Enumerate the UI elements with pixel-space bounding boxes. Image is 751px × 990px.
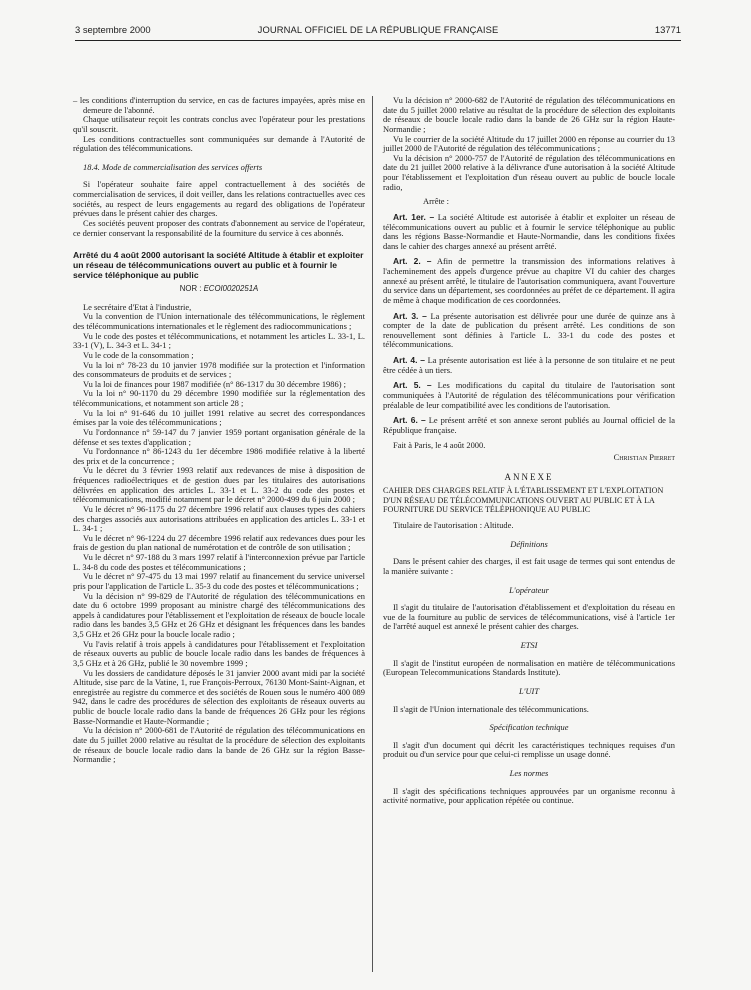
- column-divider: [372, 96, 373, 972]
- article-paragraph: [383, 213, 675, 252]
- article-paragraph: [383, 312, 675, 351]
- article-text: La présente autorisation est liée à la personne de son titulaire et ne peut être cédée à un tiers.: [383, 355, 676, 375]
- nor-label: NOR :: [179, 284, 202, 294]
- term-definition: Il s'agit de l'Union internationale des télécommunications.: [393, 703, 589, 714]
- header-title: JOURNAL OFFICIEL DE LA RÉPUBLIQUE FRANÇAISE: [257, 24, 499, 35]
- term-heading: L'opérateur: [509, 584, 549, 595]
- visa-paragraph: Vu le décret n° 97-188 du 3 mars 1997 relatif à l'interconnexion prévue par l'article L. 34-8 du code des postes et télécommunications ;: [73, 552, 365, 572]
- term-heading: Les normes: [509, 768, 549, 779]
- visa-paragraph: Vu le décret n° 96-1175 du 27 décembre 1996 relatif aux clauses types des cahiers des charges associés aux autorisations attribuées en application des articles L. 33-1 et L. 34-1 ;: [73, 503, 365, 534]
- article-label: Art. 6. –: [393, 415, 426, 426]
- definitions-intro: Dans le présent cahier des charges, il est fait usage de termes qui sont entendus de la manière suivante :: [383, 556, 675, 576]
- visa-paragraph: Vu le courrier de la société Altitude du 17 juillet 2000 en réponse au courrier du 13 juillet 2000 de l'Autorité de régulation des télécommunications ;: [383, 133, 675, 154]
- nor-code: ECOI0020251A: [203, 284, 259, 294]
- visa-paragraph: Vu le code des postes et télécommunications, et notamment les articles L. 33-1, L. 33-1 (V), L. 34-3 et L. 34-1 ;: [73, 330, 365, 351]
- arrete-keyword: Arrête :: [423, 196, 450, 207]
- article-text: La présente autorisation est délivrée pour une durée de quinze ans à compter de la date de publication du présent arrêté. Les conditions de son renouvellement sont définies à l'article L. 33-1 du code des postes et télécommunications.: [383, 310, 675, 350]
- visa-paragraph: Vu la décision n° 2000-682 de l'Autorité de régulation des télécommunications en date du 5 juillet 2000 relative au résultat de la procédure de sélection des exploitants de réseaux de boucle locale radio dans la bande de 26 GHz sur la région Haute-Normandie ;: [383, 95, 675, 134]
- definitions-heading: Définitions: [510, 538, 548, 549]
- article-paragraph: [383, 416, 675, 435]
- article-paragraph: [383, 381, 675, 410]
- term-definition: Il s'agit du titulaire de l'autorisation d'établissement et d'exploitation du réseau en vue de la fourniture au public de services de télécommunications, visé à l'article 1er de l'arrêté auquel est annexé le présent cahier des charges.: [383, 602, 675, 632]
- visa-paragraph: Vu la décision n° 99-829 de l'Autorité de régulation des télécommunications en date du 6 octobre 1999 proposant au ministre chargé des télécommunications des appels à candidatures pour l'établissement et l'exploitation de réseaux de boucle locale radio dans les bandes 3,5 GHz et 26 GHz et désignant les fréquences dans les bandes 3,5 GHz et 26 GHz pour la boucle locale radio ;: [73, 590, 365, 639]
- intro-bullet: – les conditions d'interruption du service, en cas de factures impayées, après mise en demeure de l'abonné.: [73, 95, 365, 115]
- fait-line: Fait à Paris, le 4 août 2000.: [393, 440, 486, 451]
- intro-paragraph: Chaque utilisateur reçoit les contrats conclus avec l'opérateur pour les prestations qu'il souscrit.: [73, 114, 365, 134]
- term-heading: L'UIT: [518, 685, 540, 696]
- article-label: Art. 2. –: [393, 256, 432, 267]
- article-paragraph: [383, 356, 675, 375]
- visa-paragraph: Vu le décret du 3 février 1993 relatif aux redevances de mise à disposition de fréquences radioélectriques et de gestion dues par les titulaires des autorisations délivrées en application des articles L. 33-1 et L. 33-2 du code des postes et télécommunications, modifié notamment par le décret n° 2000-499 du 6 juin 2000 ;: [73, 465, 365, 505]
- term-definition: Il s'agit des spécifications techniques approuvées par un organisme reconnu à activité normative, pour application répétée ou continue.: [383, 785, 675, 806]
- visa-paragraph: Vu la décision n° 2000-757 de l'Autorité de régulation des télécommunications en date du 21 juillet 2000 relative à la délivrance d'une autorisation à la société Altitude pour l'établissement et l'exploitation d'un réseau ouvert au public de boucle locale radio,: [383, 152, 675, 192]
- nor-reference: [73, 284, 365, 294]
- article-text: Le présent arrêté et son annexe seront publiés au Journal officiel de la République française.: [383, 415, 675, 435]
- visa-paragraph: Vu le code de la consommation ;: [83, 349, 194, 360]
- section-paragraph: Si l'opérateur souhaite faire appel contractuellement à des sociétés de commercialisation de services, il doit veiller, dans les relations contractuelles avec ces sociétés, au respect de leurs engagements au regard des obligations de l'opérateur prévues dans le présent cahier des charges.: [73, 179, 365, 219]
- page-header: [75, 22, 681, 41]
- article-text: Les modifications du capital du titulaire de l'autorisation sont communiquées à l'Autorité de régulation des télécommunications pour vérification préalable de leur compatibilité avec les conditions de l'autorisation.: [383, 380, 676, 410]
- header-date: 3 septembre 2000: [75, 24, 151, 35]
- article-text: La société Altitude est autorisée à établir et exploiter un réseau de télécommunications ouvert au public et à fournir le service téléphonique au public dans les régions Basse-Normandie et Haute-Normandie, dans les conditions fixées dans le cahier des charges annexé au présent arrêté.: [383, 211, 676, 251]
- left-column: [73, 96, 365, 765]
- article-label: Art. 1er. –: [393, 211, 435, 222]
- visa-paragraph: Vu l'ordonnance n° 59-147 du 7 janvier 1959 portant organisation générale de la défense et ses textes d'application ;: [73, 426, 365, 447]
- visa-paragraph: Vu la loi n° 91-646 du 10 juillet 1991 relative au secret des correspondances émises par la voie des télécommunications ;: [73, 407, 365, 428]
- section-heading: 18.4. Mode de commercialisation des services offerts: [83, 161, 263, 172]
- article-label: Art. 4. –: [393, 355, 425, 365]
- visa-paragraph: Le secrétaire d'Etat à l'industrie,: [83, 301, 192, 312]
- right-column: [383, 96, 675, 806]
- article-text: Afin de permettre la transmission des informations relatives à l'acheminement des appels d'urgence prévue au chapitre VI du cahier des charges annexé au présent arrêté, le titulaire de l'autorisation communiquera, avant l'ouverture du service dans un département, ses coordonnées au préfet de ce département. Il agira de même à chaque modification de ces coordonnées.: [383, 256, 675, 305]
- visa-paragraph: Vu la convention de l'Union internationale des télécommunications, le règlement des télécommunications internationales et le règlement des radiocommunications ;: [73, 311, 365, 331]
- titulaire-line: Titulaire de l'autorisation : Altitude.: [393, 520, 514, 531]
- article-label: Art. 3. –: [393, 310, 427, 321]
- article-label: Art. 5. –: [393, 380, 432, 391]
- visa-paragraph: Vu le décret n° 96-1224 du 27 décembre 1996 relatif aux redevances dues pour les frais de gestion du plan national de numérotation et de contrôle de son utilisation ;: [73, 532, 365, 553]
- cahier-title: CAHIER DES CHARGES RELATIF À L'ÉTABLISSEMENT ET L'EXPLOITATION D'UN RÉSEAU DE TÉLÉCOMMUNICATIONS OUVERT AU PUBLIC ET À LA FOURNITURE DU SERVICE TÉLÉPHONIQUE AU PUBLIC: [383, 486, 664, 515]
- term-definition: Il s'agit d'un document qui décrit les caractéristiques techniques requises d'un produit ou d'un service pour que celui-ci remplisse un usage donné.: [383, 739, 675, 760]
- annexe-title: ANNEXE: [504, 471, 554, 482]
- visa-paragraph: Vu l'avis relatif à trois appels à candidatures pour l'établissement et l'exploitation de réseaux ouverts au public de boucle locale radio dans les bandes de fréquences à 3,5 GHz et à 26 GHz, publié le 30 novembre 1999 ;: [73, 638, 365, 668]
- header-page-number: 13771: [654, 24, 681, 35]
- visa-paragraph: Vu la loi de finances pour 1987 modifiée (n° 86-1317 du 30 décembre 1986) ;: [83, 378, 346, 389]
- signature: Christian Pierret: [613, 452, 675, 462]
- visa-paragraph: Vu la loi n° 78-23 du 10 janvier 1978 modifiée sur la protection et l'information des consommateurs de produits et de services ;: [73, 359, 365, 380]
- term-heading: Spécification technique: [489, 722, 569, 733]
- article-paragraph: [383, 257, 675, 305]
- visa-paragraph: Vu la loi n° 90-1170 du 29 décembre 1990 modifiée sur la réglementation des télécommunications, et notamment son article 28 ;: [73, 388, 365, 408]
- visa-paragraph: Vu la décision n° 2000-681 de l'Autorité de régulation des télécommunications en date du 5 juillet 2000 relative au résultat de la procédure de sélection des exploitants de réseaux de boucle locale radio dans la bande de 26 GHz sur la région Basse-Normandie ;: [73, 725, 365, 765]
- visa-paragraph: Vu les dossiers de candidature déposés le 31 janvier 2000 avant midi par la société Altitude, sise parc de la Vatine, 1, rue François-Perroux, 76130 Mont-Saint-Aignan, et enregistrée au registre du commerce et des sociétés de Rouen sous le numéro 400 089 942, dans le cadre des procédures de sélection des exploitants de réseaux ouverts au public de boucle locale radio dans la bande de fréquences 26 GHz pour les régions Basse-Normandie et Haute-Normandie ;: [73, 667, 365, 726]
- term-definition: Il s'agit de l'institut européen de normalisation en matière de télécommunications (European Telecommunications Standards Institute).: [383, 657, 675, 678]
- intro-paragraph: Les conditions contractuelles sont communiquées sur demande à l'Autorité de régulation des télécommunications.: [73, 133, 365, 154]
- term-heading: ETSI: [520, 640, 538, 651]
- arrete-title: Arrêté du 4 août 2000 autorisant la société Altitude à établir et exploiter un réseau de télécommunications ouvert au public et à fournir le service téléphonique au public: [73, 250, 364, 281]
- visa-paragraph: Vu l'ordonnance n° 86-1243 du 1er décembre 1986 modifiée relative à la liberté des prix et de la concurrence ;: [73, 446, 365, 466]
- visa-paragraph: Vu le décret n° 97-475 du 13 mai 1997 relatif au financement du service universel pris pour l'application de l'article L. 35-3 du code des postes et télécommunications ;: [73, 571, 365, 591]
- section-paragraph: Ces sociétés peuvent proposer des contrats d'abonnement au service de l'opérateur, ce dernier conservant la responsabilité de la fourniture du service à ces abonnés.: [73, 217, 365, 238]
